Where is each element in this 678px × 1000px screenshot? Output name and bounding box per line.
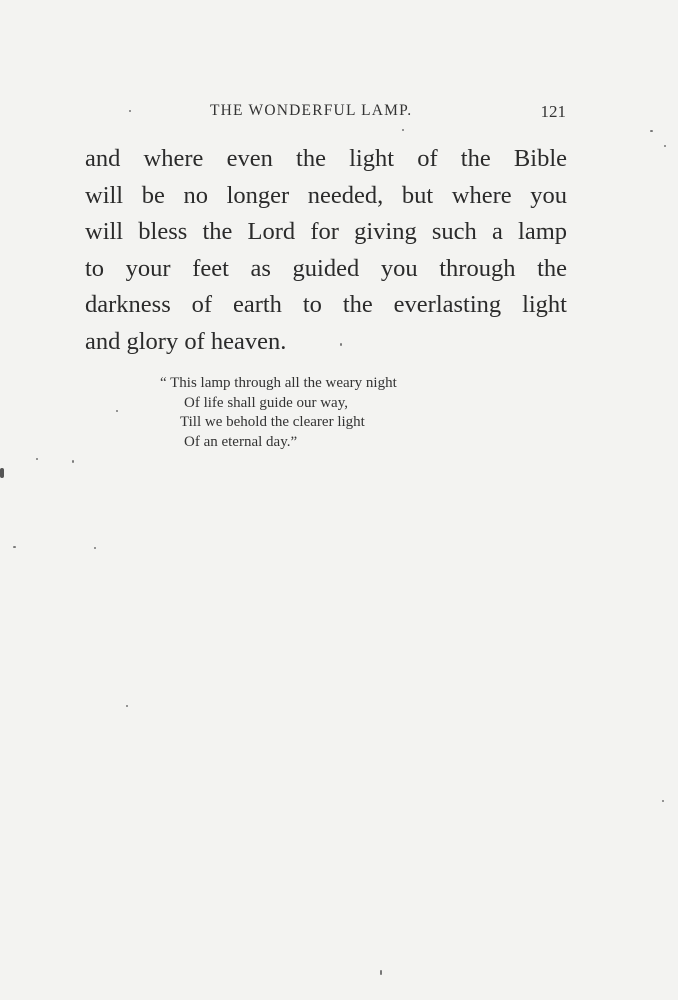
poem-line: Till we behold the clearer light [180, 414, 365, 430]
body-line: and where even the light of the Bible [85, 145, 567, 172]
scan-speck [94, 547, 96, 549]
scan-speck [340, 343, 342, 346]
body-line: and glory of heaven. [85, 327, 287, 355]
scan-speck [126, 705, 128, 707]
scan-speck [72, 460, 74, 463]
scan-speck [380, 970, 382, 975]
scan-speck [116, 410, 118, 412]
scan-speck [13, 546, 16, 548]
scan-speck [129, 110, 131, 112]
scan-speck [36, 458, 38, 460]
body-line: to your feet as guided you through the [85, 254, 567, 282]
body-line: darkness of earth to the everlasting light [85, 291, 567, 318]
poem-line: Of life shall guide our way, [184, 394, 348, 411]
page-number: 121 [540, 102, 566, 121]
running-title: THE WONDERFUL LAMP. [210, 102, 413, 119]
poem-quotation [160, 374, 397, 452]
poem-line: “ This lamp through all the weary night [160, 375, 397, 391]
body-paragraph [85, 141, 567, 360]
scan-speck [662, 800, 664, 802]
scan-speck [664, 145, 666, 147]
scan-speck [650, 130, 653, 132]
running-header [84, 102, 566, 126]
scan-speck [0, 468, 4, 478]
body-line: will be no longer needed, but where you [85, 181, 567, 209]
poem-line: Of an eternal day.” [184, 433, 298, 450]
body-line: will bless the Lord for giving such a lamp [85, 218, 567, 245]
scan-speck [402, 129, 404, 131]
